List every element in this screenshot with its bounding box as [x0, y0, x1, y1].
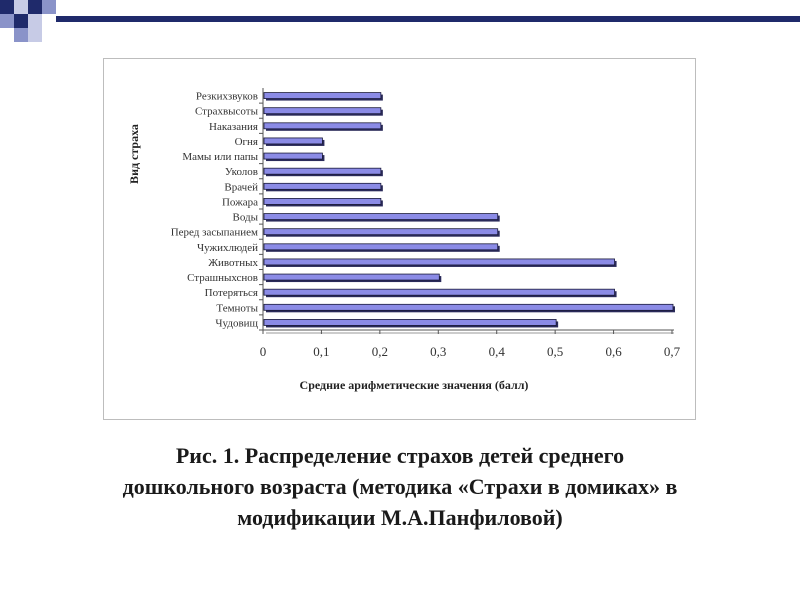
- category-label: Страшныхснов: [187, 272, 258, 285]
- x-tick-label: 0,6: [605, 344, 622, 359]
- bar: [264, 289, 615, 295]
- deco-square: [14, 14, 28, 28]
- category-label: Уколов: [224, 166, 258, 179]
- category-label: Потеряться: [204, 287, 258, 300]
- bar: [264, 168, 381, 174]
- category-label: Пожара: [221, 196, 258, 209]
- category-label: Резкихзвуков: [195, 90, 258, 103]
- caption-line-3: модификации М.А.Панфиловой): [237, 505, 563, 530]
- bar: [264, 229, 498, 235]
- decorative-squares: [0, 0, 800, 50]
- caption-line-1: Рис. 1. Распределение страхов детей среднего: [175, 443, 625, 468]
- figure-caption: [20, 440, 780, 533]
- bar: [264, 214, 498, 220]
- deco-square: [28, 28, 42, 42]
- category-label: Животных: [208, 256, 258, 269]
- chart-frame: [103, 58, 696, 420]
- bar: [264, 259, 615, 265]
- fears-bar-chart: [104, 59, 697, 421]
- x-tick-label: 0: [259, 344, 267, 359]
- x-tick-label: 0,7: [663, 344, 681, 359]
- bar: [264, 93, 381, 99]
- bar: [264, 274, 439, 280]
- bar: [264, 319, 556, 325]
- bar: [264, 153, 322, 159]
- category-label: Воды: [232, 211, 258, 224]
- category-label: Перед засыпанием: [170, 226, 258, 239]
- x-tick-label: 0,2: [371, 344, 388, 359]
- y-axis-title: Вид страха: [127, 124, 141, 184]
- bar: [264, 138, 322, 144]
- category-label: Темноты: [216, 302, 258, 315]
- bar: [264, 123, 381, 129]
- deco-square: [0, 14, 14, 28]
- deco-square: [28, 14, 42, 28]
- bar: [264, 198, 381, 204]
- deco-square: [42, 0, 56, 14]
- bar: [264, 183, 381, 189]
- x-tick-label: 0,4: [488, 344, 505, 359]
- category-label: Мамы или папы: [182, 151, 258, 164]
- category-label: Чудовищ: [215, 317, 258, 330]
- x-tick-label: 0,5: [547, 344, 564, 359]
- bar: [264, 108, 381, 114]
- deco-square: [14, 28, 28, 42]
- category-label: Наказания: [209, 120, 258, 133]
- bar: [264, 304, 673, 310]
- bar: [264, 244, 498, 250]
- category-label: Врачей: [224, 181, 258, 194]
- x-axis-title: Средние арифметические значения (балл): [299, 378, 529, 392]
- caption-line-2: дошкольного возраста (методика «Страхи в домиках» в: [122, 474, 678, 499]
- deco-square: [14, 0, 28, 14]
- category-label: Чужихлюдей: [196, 241, 258, 254]
- x-tick-label: 0,3: [430, 344, 447, 359]
- deco-square: [0, 0, 14, 14]
- category-label: Огня: [234, 135, 258, 148]
- deco-square: [28, 0, 42, 14]
- deco-bar: [56, 16, 800, 22]
- category-label: Страхвысоты: [194, 105, 258, 118]
- x-tick-label: 0,1: [313, 344, 330, 359]
